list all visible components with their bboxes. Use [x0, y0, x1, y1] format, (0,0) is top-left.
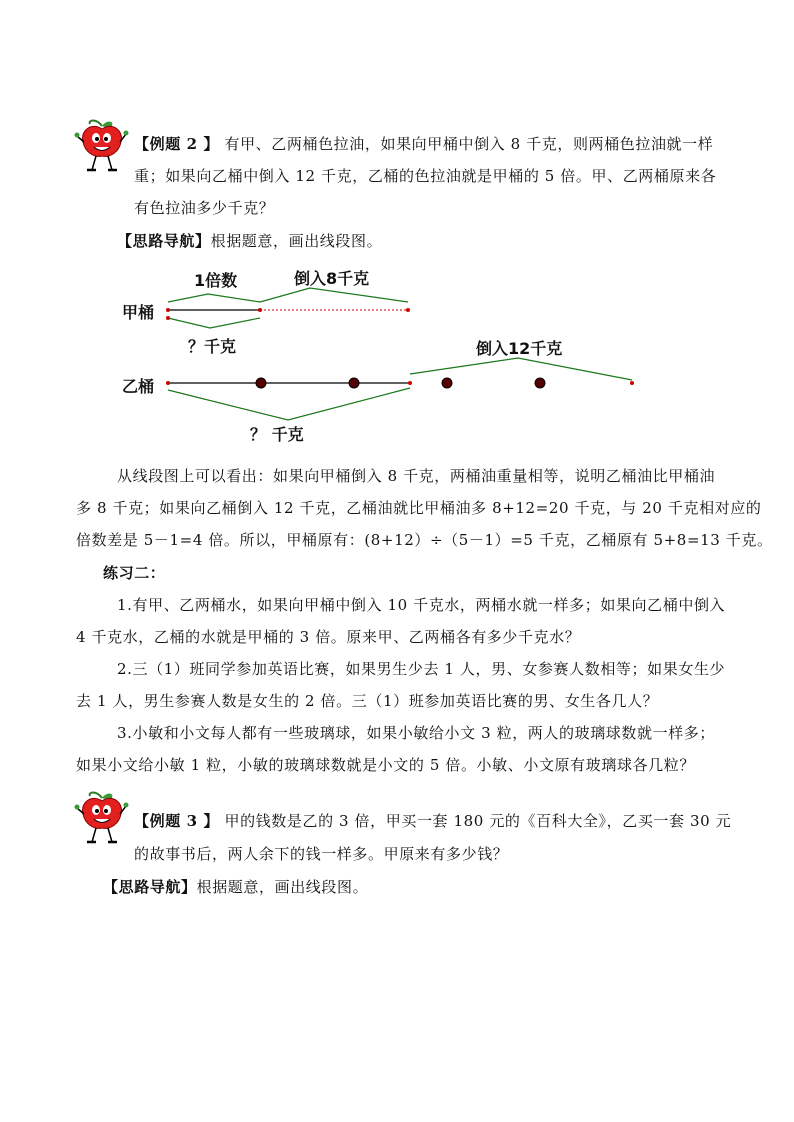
- example2-label: 【例题 2 】: [134, 135, 220, 153]
- dot: [258, 308, 262, 312]
- practice-q1-line1: 1.有甲、乙两桶水，如果向甲桶中倒入 10 千克水，两桶水就一样多；如果向乙桶中倒入: [117, 596, 726, 614]
- label-yi: 乙桶: [122, 377, 155, 396]
- practice-q3-line2: 如果小文给小敏 1 粒，小敏的玻璃球数就是小文的 5 倍。小敏、小文原有玻璃球各几粒？: [76, 756, 695, 774]
- example2-text1: 有甲、乙两桶色拉油，如果向甲桶中倒入 8 千克，则两桶色拉油就一样: [224, 135, 714, 153]
- example2-line2: 重；如果向乙桶中倒入 12 千克，乙桶的色拉油就是甲桶的 5 倍。甲、乙两桶原来各: [134, 167, 717, 185]
- bracket-jia-bottom: [168, 318, 260, 328]
- practice-title: 练习二：: [103, 564, 166, 582]
- dot: [535, 378, 545, 388]
- practice-q2-line1: 2.三（1）班同学参加英语比赛，如果男生少去 1 人，男、女参赛人数相等；如果女生少: [117, 660, 726, 678]
- hint3-label: 【思路导航】: [103, 878, 197, 896]
- label-yi-q: ？ 千克: [250, 425, 304, 444]
- dot: [166, 308, 170, 312]
- label-yi-add: 倒入12千克: [476, 339, 563, 358]
- label-jia-add: 倒入8千克: [294, 269, 370, 288]
- example3-line1: [134, 810, 731, 831]
- example3-label: 【例题 3 】: [134, 812, 220, 830]
- label-jia-q: ？千克: [188, 337, 237, 356]
- dot: [442, 378, 452, 388]
- label-jia: 甲桶: [122, 303, 155, 322]
- practice-q3-line1: 3.小敏和小文每人都有一些玻璃球，如果小敏给小文 3 粒，两人的玻璃球数就一样多；: [117, 724, 715, 742]
- dot: [166, 381, 170, 385]
- dot: [406, 308, 410, 312]
- dot: [166, 316, 170, 320]
- hint2-line: [117, 230, 382, 251]
- label-beishu: 1倍数: [194, 271, 238, 290]
- apple-mascot-icon: [74, 788, 130, 846]
- example3-line2: 的故事书后，两人余下的钱一样多。甲原来有多少钱？: [134, 845, 509, 863]
- analysis-line1: 从线段图上可以看出：如果向甲桶倒入 8 千克，两桶油重量相等，说明乙桶油比甲桶油: [117, 467, 716, 485]
- analysis-line3: 倍数差是 5－1=4 倍。所以，甲桶原有：(8+12）÷（5－1）=5 千克，乙桶原有 5+8=13 千克。: [76, 531, 773, 549]
- hint3-text: 根据题意，画出线段图。: [196, 878, 369, 896]
- dot: [256, 378, 266, 388]
- line-segment-diagram: [110, 262, 650, 452]
- hint3-line: [103, 876, 368, 897]
- apple-mascot-icon: [74, 116, 130, 174]
- dot: [408, 381, 412, 385]
- hint2-text: 根据题意，画出线段图。: [210, 232, 383, 250]
- bracket-jia-top: [168, 294, 260, 302]
- example2-line3: 有色拉油多少千克？: [134, 199, 275, 217]
- analysis-line2: 多 8 千克；如果向乙桶倒入 12 千克，乙桶油就比甲桶油多 8+12=20 千克，与 20 千克相对应的: [76, 499, 762, 517]
- practice-q1-line2: 4 千克水，乙桶的水就是甲桶的 3 倍。原来甲、乙两桶各有多少千克水？: [76, 628, 581, 646]
- example3-text1: 甲的钱数是乙的 3 倍，甲买一套 180 元的《百科大全》，乙买一套 30 元: [224, 812, 732, 830]
- dot: [349, 378, 359, 388]
- bracket-yi-add: [410, 358, 632, 380]
- bracket-jia-add: [260, 288, 408, 302]
- practice-q2-line2: 去 1 人，男生参赛人数是女生的 2 倍。三（1）班参加英语比赛的男、女生各几人？: [76, 692, 659, 710]
- hint2-label: 【思路导航】: [117, 232, 211, 250]
- bracket-yi-bottom: [168, 388, 410, 420]
- dot: [630, 381, 634, 385]
- example2-line1: [134, 133, 713, 154]
